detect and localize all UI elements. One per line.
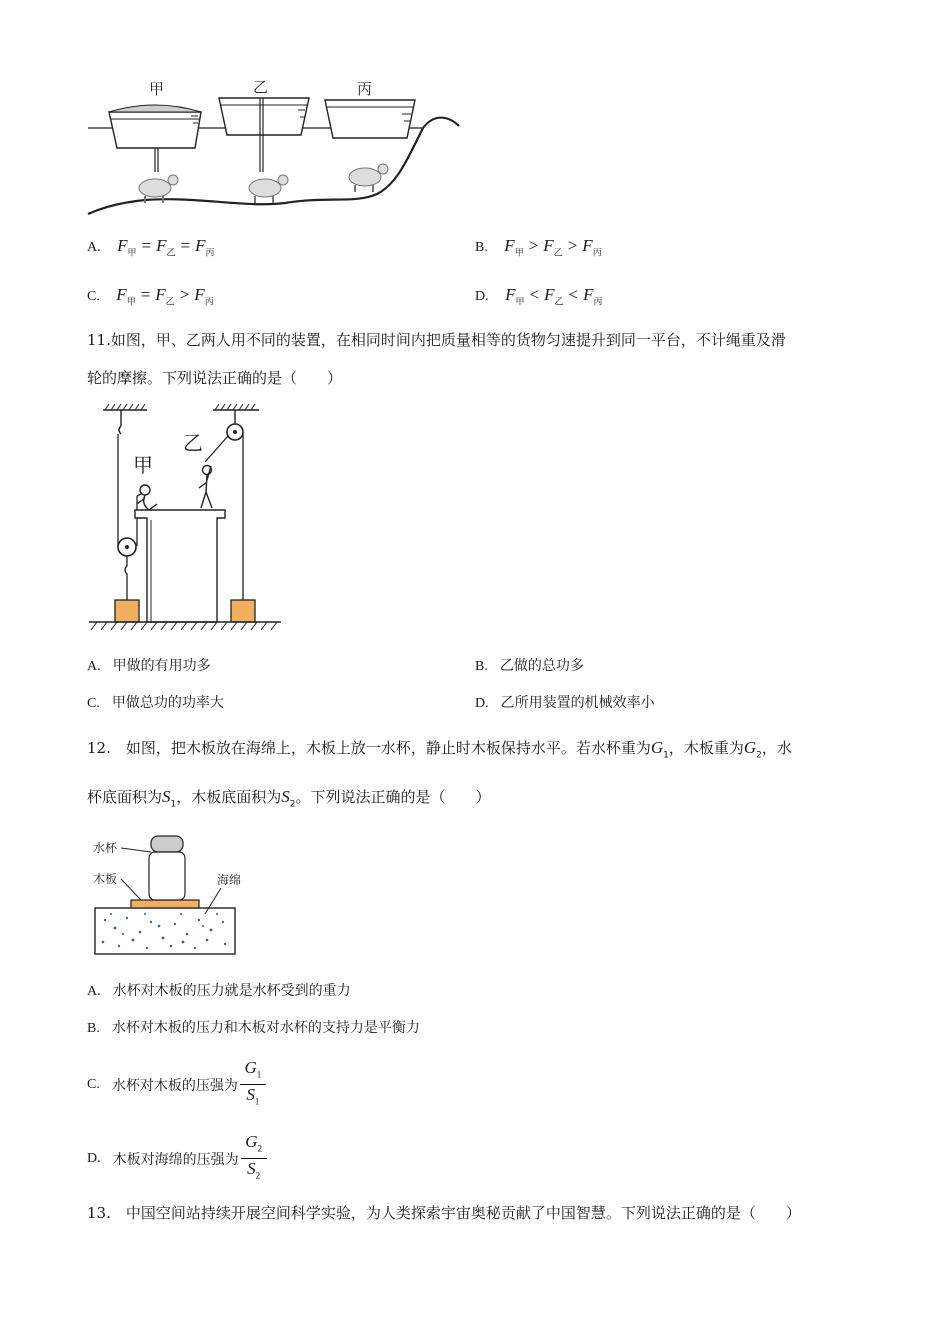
q10-option-a xyxy=(87,236,214,258)
option-letter: C. xyxy=(87,1076,100,1092)
option-text: 乙所用装置的机械效率小 xyxy=(500,695,655,711)
option-letter: C. xyxy=(87,696,100,711)
boat-yi xyxy=(219,78,309,172)
q12-stem-line2: 杯底面积为$S_1$，木板底面积为$S_2$。下列说法正确的是（ ） xyxy=(87,787,491,810)
fraction-g2-s2: $\frac{G_2}{S_2}$ xyxy=(241,1132,267,1186)
option-letter: C. xyxy=(87,289,100,304)
option-letter: A. xyxy=(87,240,101,255)
q12-option-a xyxy=(87,980,351,1000)
option-letter: D. xyxy=(475,289,489,304)
sheep-2 xyxy=(249,175,288,203)
q12-option-b xyxy=(87,1017,420,1037)
option-text: 水杯对木板的压力和木板对水杯的支持力是平衡力 xyxy=(111,1020,420,1036)
option-letter: D. xyxy=(87,1150,101,1166)
q11-option-c xyxy=(87,692,224,712)
boat-bing xyxy=(325,80,415,138)
option-letter: A. xyxy=(87,984,101,999)
boats-figure xyxy=(85,72,465,220)
person-yi-label: 乙 xyxy=(183,431,203,455)
option-text: 甲做的有用功多 xyxy=(112,658,211,674)
q11-option-d xyxy=(475,692,655,712)
q10-option-c xyxy=(87,285,214,307)
boat-yi-label: 乙 xyxy=(253,78,269,96)
option-expression: $F_甲 < F_乙 < F_丙$ xyxy=(505,285,603,308)
fraction-g1-s1: $\frac{G_1}{S_1}$ xyxy=(240,1058,266,1112)
boat-bing-label: 丙 xyxy=(357,80,373,98)
cup-label: 水杯 xyxy=(93,841,118,855)
sheep-3 xyxy=(349,164,388,192)
option-letter: B. xyxy=(475,659,488,674)
q10-option-b xyxy=(475,236,602,258)
q11-option-b xyxy=(475,655,584,675)
option-expression: $F_甲 > F_乙 > F_丙$ xyxy=(504,236,602,259)
sponge-figure xyxy=(85,828,245,958)
pulley-figure xyxy=(85,400,285,636)
option-expression: $F_甲 = F_乙 = F_丙$ xyxy=(117,236,215,259)
q11-stem-line1: 11.如图，甲、乙两人用不同的装置，在相同时间内把质量相等的货物匀速提升到同一平台，不计绳重及滑 xyxy=(87,331,786,349)
q12-option-c xyxy=(87,1058,266,1112)
option-expression: $F_甲 = F_乙 > F_丙$ xyxy=(116,285,214,308)
boat-jia xyxy=(109,80,201,172)
q10-option-d xyxy=(475,285,602,307)
option-text: 木板对海绵的压强为 xyxy=(112,1151,239,1168)
option-letter: B. xyxy=(87,1021,100,1036)
q12-option-d xyxy=(87,1132,267,1186)
option-letter: B. xyxy=(475,240,488,255)
person-jia-label: 甲 xyxy=(133,453,153,477)
option-letter: A. xyxy=(87,659,101,674)
option-text: 乙做的总功多 xyxy=(499,658,584,674)
boat-jia-label: 甲 xyxy=(149,80,165,98)
option-text: 水杯对木板的压力就是水杯受到的重力 xyxy=(112,983,351,999)
q11-option-a xyxy=(87,655,211,675)
q12-stem-line1: 12. 如图，把木板放在海绵上，木板上放一水杯，静止时木板保持水平。若水杯重为$G_1$，木板重为$G_2$，水 xyxy=(87,738,792,761)
board-label: 木板 xyxy=(93,872,118,886)
option-text: 水杯对木板的压强为 xyxy=(111,1077,238,1094)
q13-stem: 13. 中国空间站持续开展空间科学实验，为人类探索宇宙奥秘贡献了中国智慧。下列说法正确的是（ ） xyxy=(87,1204,801,1222)
option-text: 甲做总功的功率大 xyxy=(111,695,224,711)
q11-stem-line2: 轮的摩擦。下列说法正确的是（ ） xyxy=(87,369,343,387)
sponge-label: 海绵 xyxy=(217,873,242,887)
option-letter: D. xyxy=(475,696,489,711)
